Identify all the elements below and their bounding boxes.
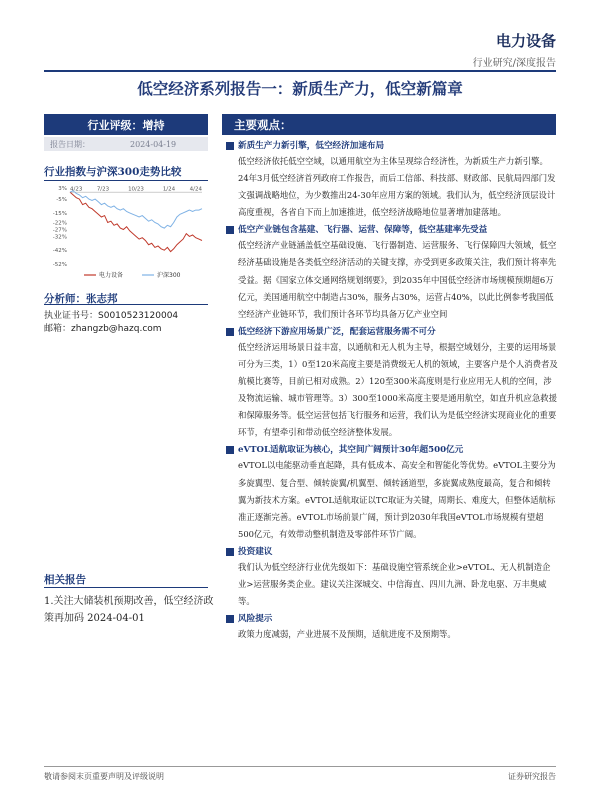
- x-tick-label: 10/23: [128, 186, 144, 193]
- x-tick-label: 7/23: [96, 186, 110, 193]
- report-date: [44, 137, 208, 151]
- industry-name: 电力设备: [495, 32, 556, 50]
- section-title: 新质生产力新引擎，低空经济加速布局: [238, 141, 385, 151]
- square-bullet-icon: [226, 615, 234, 623]
- y-tick-label: 3%: [58, 186, 67, 192]
- footer-disclaimer: 敬请参阅末页重要声明及评级说明: [44, 772, 164, 781]
- footer-label: 证券研究报告: [508, 772, 556, 781]
- square-bullet-icon: [226, 548, 234, 556]
- header-divider: [44, 70, 556, 72]
- section-title: eVTOL适航取证为核心，其空间广阔预计30年超500亿元: [238, 445, 464, 456]
- chart-title: 行业指数与沪深300走势比较: [44, 166, 182, 178]
- main-points-heading: 主要观点：: [222, 114, 556, 135]
- y-tick-label: -32%: [52, 234, 67, 241]
- analyst-divider: [44, 304, 208, 305]
- section-heading: [226, 545, 558, 559]
- y-tick-label: -22%: [52, 220, 67, 227]
- report-date-label: 报告日期：: [50, 139, 90, 149]
- square-bullet-icon: [226, 142, 234, 150]
- y-tick-label: -27%: [52, 227, 67, 234]
- report-type: 行业研究/深度报告: [472, 58, 556, 69]
- section-body: 我们认为低空经济行业优先级如下：基础设施空管系统企业>eVTOL、无人机制造企业>运营服务类企业。建议关注深城交、中信海直、四川九洲、卧龙电驱、万丰奥威等。: [238, 561, 551, 607]
- section-body: 政策力度减弱，产业进展不及预期，适航进度不及预期等。: [238, 629, 456, 640]
- square-bullet-icon: [226, 328, 234, 336]
- y-tick-label: -5%: [56, 197, 67, 204]
- legend-label: 沪深300: [157, 272, 181, 279]
- industry-rating: 行业评级：增持: [44, 114, 208, 135]
- report-date-value: 2024-04-19: [130, 139, 177, 149]
- section-body: 低空经济产业链涵盖低空基础设施、飞行器制造、运营服务、飞行保障四大领域，低空经济基础设施是各类低空经济活动的关键支撑，亦受到更多政策关注，我们预计将率先受益。据《国家立体交通网络规划纲要》，到2035年中国低空经济市场规模预期超6万亿元，美国通用航空中制造占30%，服务占30%，运营占40%，以此比例参考我国低空经济产业链环节，我们预计各环节均具备万亿产业空间: [238, 240, 557, 319]
- section-body: 低空经济依托低空空域，以通用航空为主体呈现综合经济性，为新质生产力新引擎。24年3月低空经济首列政府工作报告，而后工信部、科技部、财政部、民航局四部门发文强调战略地位，为少数推出24-30年应用方案的领域。我们认为，低空经济顶层设计高度重视，各省自下而上加速推进，低空经济战略地位显著增加建落地。: [238, 156, 556, 218]
- section-body: 低空经济运用场景日益丰富，以通航和无人机为主导，根据空域划分，主要的运用场景可分为三类，1）0至120米高度主要是消费级无人机的领域，主要客户是个人消费者及航模比赛等，目前已相对成熟。2）120至300米高度则是行业应用无人机的空间，涉及物流运输、城市管理等。3）300至1000米高度主要是通用航空，如直升机应急救援和保障服务等。低空运营包括飞行服务和运营，我们认为是低空经济实现商业化的重要环节，有望牵引和带动低空经济整体发展。: [238, 341, 558, 438]
- related-reports-divider: [44, 587, 208, 588]
- section-title: 低空经济下游应用场景广泛，配套运营服务需不可分: [238, 326, 436, 337]
- series-line-沪深300: [70, 191, 202, 228]
- index-comparison-chart: [44, 184, 208, 284]
- main-points: [226, 139, 558, 645]
- footer-divider: [44, 766, 556, 767]
- square-bullet-icon: [226, 446, 234, 454]
- y-tick-label: -42%: [52, 248, 67, 255]
- square-bullet-icon: [226, 226, 234, 234]
- related-report-link[interactable]: 1.关注大储装机预期改善，低空经济政策再加码 2024-04-01: [44, 596, 214, 624]
- analyst-email[interactable]: 邮箱：zhangzb@hazq.com: [44, 324, 162, 334]
- x-tick-label: 4/23: [70, 186, 83, 193]
- y-tick-label: -52%: [52, 262, 67, 268]
- x-tick-label: 1/24: [162, 186, 176, 193]
- section-heading: [226, 139, 558, 153]
- report-title: 低空经济系列报告一：新质生产力，低空新篇章: [137, 79, 463, 98]
- series-line-电力设备: [70, 192, 202, 252]
- section-title: 投资建议: [238, 546, 273, 557]
- related-reports-title: 相关报告: [44, 574, 86, 586]
- legend-label: 电力设备: [99, 272, 124, 279]
- license-number: 执业证书号：S0010523120004: [44, 311, 179, 321]
- section-body: eVTOL以电能驱动垂直起降，具有低成本、高安全和智能化等优势。eVTOL主要分为多旋翼型、复合型、倾转旋翼/机翼型、倾转涵道型，多旋翼成熟度最高，复合和倾转翼为新技术方案。eVTOL适航取证以TC取证为关键，周期长、难度大，但整体适航标准正逐渐完善。eVTOL市场前景广阔，预计到2030年我国eVTOL市场规模有望超500亿元，有效带动整机制造及零部件环节广阔。: [238, 460, 556, 539]
- section-heading: [226, 223, 558, 237]
- section-title: 低空产业链包含基建、飞行器、运营、保障等，低空基建率先受益: [238, 225, 488, 236]
- chart-title-divider: [44, 180, 208, 181]
- section-heading: [226, 612, 558, 626]
- section-title: 风险提示: [238, 614, 273, 625]
- x-tick-label: 4/24: [189, 186, 202, 193]
- analyst-name: 分析师：张志邦: [44, 293, 118, 305]
- y-tick-label: -15%: [52, 210, 67, 217]
- section-heading: [226, 325, 558, 339]
- section-heading: [226, 443, 558, 457]
